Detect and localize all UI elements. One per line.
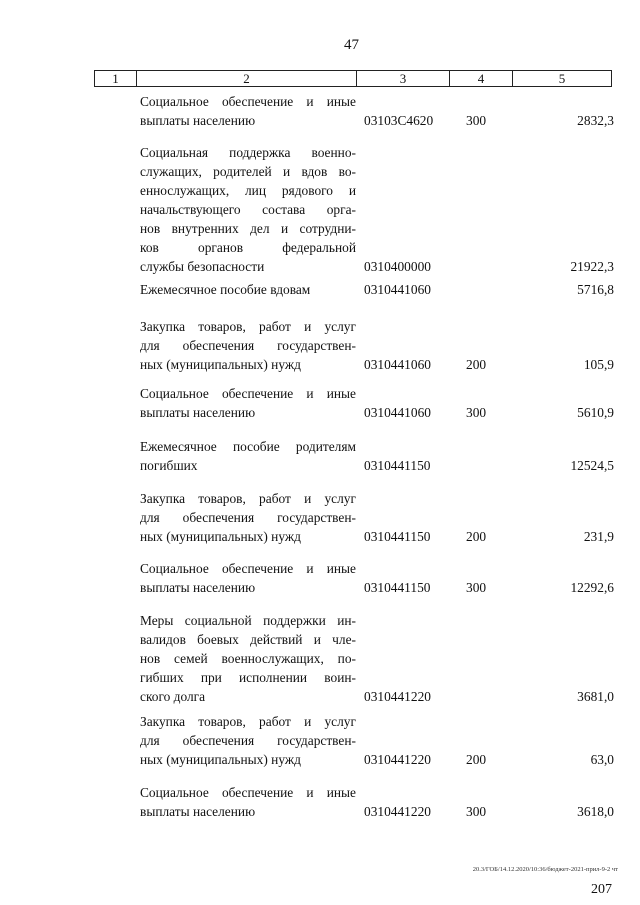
row-code: 0310441060 [364,282,431,297]
row-name-line: выплаты населению [140,804,256,819]
row-amount: 3681,0 [577,689,614,704]
row-code: 0310441150 [364,458,431,473]
row-name-line: ных (муниципальных) нужд [140,752,301,767]
row-name [140,437,356,475]
row-code: 0310441220 [364,804,431,819]
page-number: 47 [344,37,359,53]
row-name-line: ков органов федеральной [140,240,356,255]
row-name-line: нов семей военнослужащих, по- [140,651,356,666]
row-code: 0310441150 [364,529,431,544]
table-header [94,70,612,87]
row-expense-type: 300 [466,113,487,128]
row-code: 0310441060 [364,357,431,372]
row-code: 0310441220 [364,689,431,704]
row-name-line: выплаты населению [140,580,256,595]
row-name [140,611,356,706]
row-name [140,92,356,130]
row-name-line: для обеспечения государствен- [140,510,356,525]
row-amount: 5716,8 [577,282,614,297]
row-name [140,280,356,299]
row-expense-type: 200 [466,752,487,767]
row-name-line: гибших при исполнении воин- [140,670,356,685]
row-expense-type: 300 [466,804,487,819]
row-name-line: службы безопасности [140,259,265,274]
row-name-line: Ежемесячное пособие вдовам [140,282,311,297]
row-name-line: Социальная поддержка военно- [140,145,356,160]
row-name-line: выплаты населению [140,405,256,420]
row-name [140,559,356,597]
row-amount: 12524,5 [570,458,614,473]
row-amount: 21922,3 [570,259,614,274]
row-name [140,143,356,276]
footer-note: 20.3/ГОБ/14.12.2020/10:36/бюджет-2021-прил-9-2 чт [472,866,618,873]
row-amount: 5610,9 [577,405,614,420]
row-name-line: служащих, родителей и вдов во- [140,164,356,179]
row-amount: 231,9 [583,529,614,544]
row-name-line: Социальное обеспечение и иные [140,785,356,800]
footer-page-number: 207 [591,882,612,897]
row-name [140,783,356,821]
row-code: 0310441060 [364,405,431,420]
row-code: 0310441220 [364,752,431,767]
row-name-line: нов внутренних дел и сотрудни- [140,221,356,236]
row-expense-type: 300 [466,580,487,595]
row-name-line: ных (муниципальных) нужд [140,529,301,544]
row-name-line: еннослужащих, лиц рядового и [140,183,356,198]
row-name-line: валидов боевых действий и чле- [140,632,356,647]
header-col-4: 4 [450,71,513,86]
row-name-line: для обеспечения государствен- [140,733,356,748]
row-name-line: Закупка товаров, работ и услуг [140,319,356,334]
row-name-line: Социальное обеспечение и иные [140,94,356,109]
row-code: 0310441150 [364,580,431,595]
row-amount: 105,9 [583,357,614,372]
row-name [140,384,356,422]
header-col-3: 3 [357,71,450,86]
row-expense-type: 300 [466,405,487,420]
row-name [140,712,356,769]
row-amount: 2832,3 [577,113,614,128]
row-name-line: для обеспечения государствен- [140,338,356,353]
row-name-line: ных (муниципальных) нужд [140,357,301,372]
row-name-line: выплаты населению [140,113,256,128]
row-name-line: Ежемесячное пособие родителям [140,439,356,454]
header-col-5: 5 [558,71,566,86]
row-name-line: погибших [140,458,198,473]
header-col-2: 2 [137,71,357,86]
row-amount: 3618,0 [577,804,614,819]
row-code: 03103С4620 [364,113,434,128]
row-amount: 63,0 [590,752,614,767]
row-expense-type: 200 [466,357,487,372]
row-name-line: Социальное обеспечение и иные [140,386,356,401]
row-name [140,489,356,546]
row-name-line: Закупка товаров, работ и услуг [140,491,356,506]
header-col-1: 1 [95,71,137,86]
row-name-line: Меры социальной поддержки ин- [140,613,356,628]
row-name-line: ского долга [140,689,206,704]
row-name-line: начальствующего состава орга- [140,202,356,217]
row-code: 0310400000 [364,259,431,274]
row-expense-type: 200 [466,529,487,544]
row-name-line: Социальное обеспечение и иные [140,561,356,576]
row-name [140,317,356,374]
row-amount: 12292,6 [570,580,614,595]
row-name-line: Закупка товаров, работ и услуг [140,714,356,729]
